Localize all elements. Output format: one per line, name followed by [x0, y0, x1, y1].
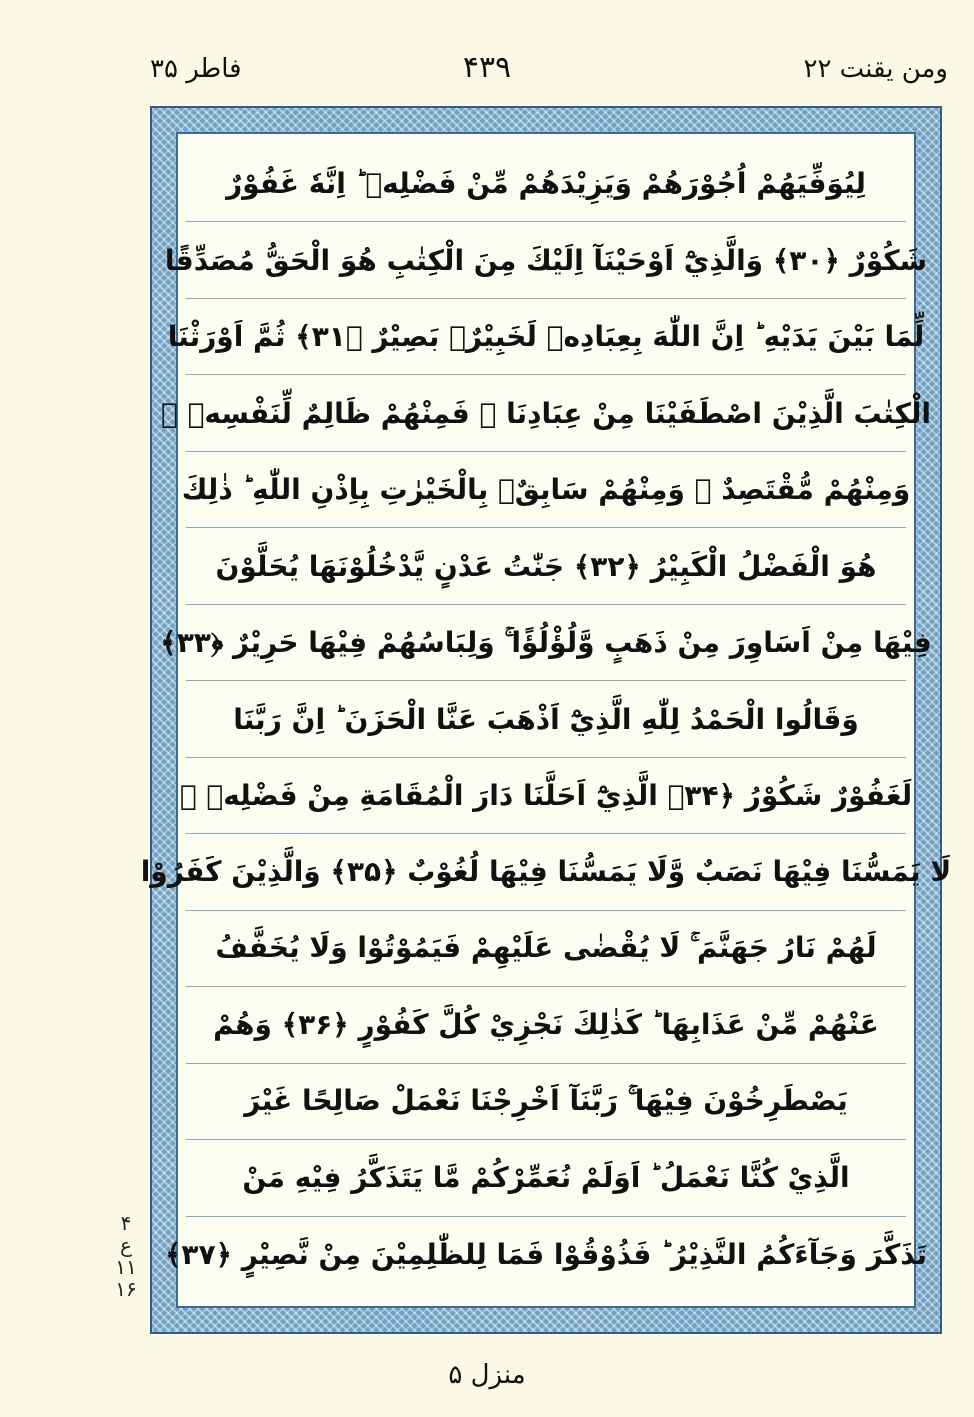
verse-line-14: الَّذِيْ كُنَّا نَعْمَلُ ؕ اَوَلَمْ نُعَمِّرْكُمْ مَّا يَتَذَكَّرُ فِيْهِ مَنْ — [186, 1140, 906, 1216]
verse-line-2: شَكُوْرٌ ﴿۳۰﴾ وَالَّذِيْٓ اَوْحَيْنَآ اِلَيْكَ مِنَ الْكِتٰبِ هُوَ الْحَقُّ مُصَدِّقًا — [186, 222, 906, 298]
ornamental-border — [140, 106, 952, 1334]
text-panel — [140, 132, 952, 1308]
verse-line-3: لِّمَا بَيْنَ يَدَيْهِ ؕ اِنَّ اللّٰهَ بِعِبَادِهٖ لَخَبِيْرٌۢ بَصِيْرٌ ﴿۳۱﴾ ثُمَّ اَوْرَثْنَا — [186, 299, 906, 375]
surah-label: فاطر ۳۵ — [150, 54, 242, 84]
verse-line-13: يَصْطَرِخُوْنَ فِيْهَا ۚ رَبَّنَآ اَخْرِجْنَا نَعْمَلْ صَالِحًا غَيْرَ — [186, 1064, 906, 1140]
verse-line-5: وَمِنْهُمْ مُّقْتَصِدٌ ۚ وَمِنْهُمْ سَابِقٌۢ بِالْخَيْرٰتِ بِاِذْنِ اللّٰهِ ؕ ذٰلِكَ — [186, 452, 906, 528]
verse-line-15: تَذَكَّرَ وَجَآءَكُمُ النَّذِيْرُ ؕ فَذُوْقُوْا فَمَا لِلظّٰلِمِيْنَ مِنْ نَّصِيْرٍ ﴿۳۷﴾ — [165, 1237, 927, 1271]
page-header — [0, 48, 974, 98]
verse-line-10: لَا يَمَسُّنَا فِيْهَا نَصَبٌ وَّلَا يَمَسُّنَا فِيْهَا لُغُوْبٌ ﴿۳۵﴾ وَالَّذِيْنَ كَفَرُوْا — [186, 834, 906, 910]
verse-lines — [140, 146, 952, 1292]
verse-line-11: لَهُمْ نَارُ جَهَنَّمَ ۚ لَا يُقْضٰى عَلَيْهِمْ فَيَمُوْتُوْا وَلَا يُخَفَّفُ — [186, 911, 906, 987]
ruku-marker — [108, 1212, 144, 1300]
verse-line-8: وَقَالُوا الْحَمْدُ لِلّٰهِ الَّذِيْٓ اَذْهَبَ عَنَّا الْحَزَنَ ؕ اِنَّ رَبَّنَا — [186, 681, 906, 757]
page-number: ۴۳۹ — [462, 50, 512, 85]
ruku-marker-top: ۴ — [120, 1211, 132, 1235]
verse-line-1: لِيُوَفِّيَهُمْ اُجُوْرَهُمْ وَيَزِيْدَهُمْ مِّنْ فَضْلِهٖ ؕ اِنَّهٗ غَفُوْرٌ — [186, 146, 906, 222]
ruku-marker-middle: ع ۱۱ — [115, 1233, 137, 1279]
manzil-label: منزل ۵ — [448, 1360, 526, 1390]
verse-line-12: عَنْهُمْ مِّنْ عَذَابِهَا ؕ كَذٰلِكَ نَجْزِيْ كُلَّ كَفُوْرٍ ﴿۳۶﴾ وَهُمْ — [186, 987, 906, 1063]
verse-line-9: لَغَفُوْرٌ شَكُوْرُ ﴿۳۴﴾ الَّذِيْٓ اَحَلَّنَا دَارَ الْمُقَامَةِ مِنْ فَضْلِهٖ ۚ — [186, 758, 906, 834]
verse-line-4: الْكِتٰبَ الَّذِيْنَ اصْطَفَيْنَا مِنْ عِبَادِنَا ۚ فَمِنْهُمْ ظَالِمٌ لِّنَفْسِهٖ ۚ — [186, 375, 906, 451]
ruku-marker-bottom: ۱۶ — [115, 1277, 137, 1301]
verse-line-7: فِيْهَا مِنْ اَسَاوِرَ مِنْ ذَهَبٍ وَّلُؤْلُؤًا ۚ وَلِبَاسُهُمْ فِيْهَا حَرِيْرٌ ﴿۳۳﴾ — [186, 605, 906, 681]
juz-label: ومن یقنت ۲۲ — [803, 54, 948, 84]
verse-line-6: هُوَ الْفَضْلُ الْكَبِيْرُ ﴿۳۲﴾ جَنّٰتُ عَدْنٍ يَّدْخُلُوْنَهَا يُحَلَّوْنَ — [186, 528, 906, 604]
